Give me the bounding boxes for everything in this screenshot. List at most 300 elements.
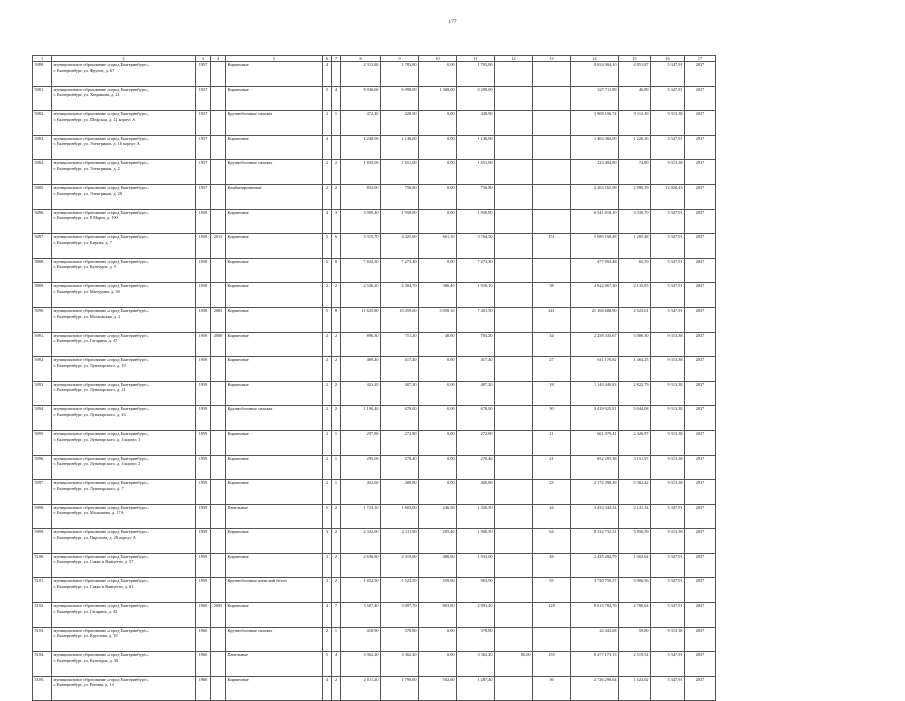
row-number-cell: 5083.	[33, 135, 52, 160]
wall-material-cell: Кирпичные	[226, 676, 323, 701]
row-number-cell: 5098.	[33, 504, 52, 529]
year-renovated-cell	[211, 553, 226, 578]
residential-area-cell: 270,40	[457, 455, 495, 480]
total-cost-cell: 2 172 398,49	[571, 480, 619, 505]
floors-cell: 3	[323, 578, 332, 603]
year-renovated-cell: 2005	[211, 603, 226, 628]
unit-cost-cell: 3 856,59	[619, 529, 651, 554]
owner-line: муниципальное образование «город Екатеринбург»,	[53, 135, 149, 141]
unit-cost-cell: 2 023,61	[619, 307, 651, 332]
living-area-cell: 6 998,00	[381, 86, 419, 111]
wall-material-cell: Панельные	[226, 652, 323, 677]
col-12-cell	[495, 676, 533, 701]
entrances-cell: 2	[332, 160, 341, 185]
owner-line: муниципальное образование «город Екатеринбург»,	[53, 652, 149, 658]
residents-cell: 44	[533, 504, 571, 529]
residents-cell: 36	[533, 676, 571, 701]
living-area-cell: 272,80	[381, 430, 419, 455]
max-rate-cell: 5 347,91	[651, 234, 685, 259]
max-rate-cell: 9 313,38	[651, 529, 685, 554]
total-area-cell: 2 313,80	[341, 62, 381, 87]
wall-material-cell: Кирпичные	[226, 258, 323, 283]
unit-cost-cell: 59,80	[619, 627, 651, 652]
unit-cost-cell: 1 226,36	[619, 135, 651, 160]
entrances-cell: 6	[332, 234, 341, 259]
nonliving-area-cell: 0,00	[419, 627, 457, 652]
floors-cell: 2	[323, 184, 332, 209]
row-number-cell: 5091.	[33, 332, 52, 357]
row-number-cell: 5085.	[33, 184, 52, 209]
nonliving-area-cell: 0,00	[419, 209, 457, 234]
nonliving-area-cell: 559,60	[419, 578, 457, 603]
year-renovated-cell	[211, 357, 226, 382]
unit-cost-cell: 9 112,39	[619, 111, 651, 136]
col-12-cell	[495, 332, 533, 357]
residents-cell	[533, 62, 571, 87]
header-cell: 14	[571, 56, 619, 62]
wall-material-cell: Кирпичные	[226, 455, 323, 480]
nonliving-area-cell: 0,00	[419, 62, 457, 87]
total-area-cell: 3 362,20	[341, 652, 381, 677]
owner-address-cell	[52, 258, 196, 283]
header-cell: 16	[651, 56, 685, 62]
entrances-cell: 1	[332, 627, 341, 652]
year-renovated-cell	[211, 676, 226, 701]
nonliving-area-cell: 0,00	[419, 381, 457, 406]
row-number-cell: 5094.	[33, 406, 52, 431]
year-renovated-cell	[211, 283, 226, 308]
total-area-cell: 297,80	[341, 430, 381, 455]
unit-cost-cell: 2 426,97	[619, 430, 651, 455]
address-line: г. Екатеринбург, ул. Электриков, д. 16 корпус А	[53, 141, 140, 147]
table-row	[33, 553, 716, 578]
table-row	[33, 307, 716, 332]
entrances-cell: 2	[332, 529, 341, 554]
entrances-cell: 2	[332, 357, 341, 382]
wall-material-cell: Кирпичные	[226, 430, 323, 455]
entrances-cell: 1	[332, 111, 341, 136]
max-rate-cell: 5 347,91	[651, 86, 685, 111]
nonliving-area-cell: 0,00	[419, 652, 457, 677]
col-12-cell	[495, 627, 533, 652]
row-number-cell: 5092.	[33, 357, 52, 382]
max-rate-cell: 5 347,91	[651, 553, 685, 578]
table-row	[33, 86, 716, 111]
table-row	[33, 480, 716, 505]
residential-area-cell: 409,80	[457, 480, 495, 505]
year-renovated-cell	[211, 430, 226, 455]
address-line: г. Екатеринбург, ул. Репина, д. 14	[53, 682, 114, 688]
col-12-cell	[495, 480, 533, 505]
col-12-cell	[495, 307, 533, 332]
owner-address-cell	[52, 553, 196, 578]
wall-material-cell: Крупноблочные силикат	[226, 406, 323, 431]
total-area-cell: 7 632,30	[341, 258, 381, 283]
living-area-cell: 1 783,80	[381, 62, 419, 87]
total-cost-cell: 6 541 818,10	[571, 209, 619, 234]
row-number-cell: 5081.	[33, 86, 52, 111]
max-rate-cell: 12 020,43	[651, 184, 685, 209]
address-line: г. Екатеринбург, ул. Мичурина, д. 30	[53, 288, 120, 294]
year-renovated-cell	[211, 578, 226, 603]
row-number-cell: 5087.	[33, 234, 52, 259]
header-cell: 2	[52, 56, 196, 62]
year-built-cell: 1959	[196, 332, 211, 357]
entrances-cell: 1	[332, 455, 341, 480]
unit-cost-cell: 5 302,42	[619, 480, 651, 505]
row-number-cell: 5086.	[33, 209, 52, 234]
owner-line: муниципальное образование «город Екатеринбург»,	[53, 406, 149, 412]
owner-line: муниципальное образование «город Екатеринбург»,	[53, 381, 149, 387]
row-number-cell: 5101.	[33, 578, 52, 603]
row-number-cell: 5097.	[33, 480, 52, 505]
row-number-cell: 5090.	[33, 307, 52, 332]
year-renovated-cell	[211, 627, 226, 652]
total-area-cell: 2 332,00	[341, 529, 381, 554]
unit-cost-cell: 2 519,54	[619, 652, 651, 677]
row-number-cell: 5084.	[33, 160, 52, 185]
header-cell: 6	[323, 56, 332, 62]
owner-address-cell	[52, 307, 196, 332]
wall-material-cell: Кирпичные	[226, 86, 323, 111]
address-line: г. Екатеринбург, ул. Пирогова, д. 28 корпус А	[53, 534, 136, 540]
table-row	[33, 381, 716, 406]
total-area-cell: 852,00	[341, 184, 381, 209]
header-cell: 1	[33, 56, 52, 62]
wall-material-cell: Кирпичные	[226, 357, 323, 382]
living-area-cell: 1 523,50	[381, 578, 419, 603]
residential-area-cell: 1 356,50	[457, 504, 495, 529]
owner-address-cell	[52, 381, 196, 406]
total-area-cell: 896,30	[341, 332, 381, 357]
owner-address-cell	[52, 135, 196, 160]
nonliving-area-cell: 0,00	[419, 184, 457, 209]
owner-line: муниципальное образование «город Екатеринбург»,	[53, 62, 149, 67]
total-cost-cell: 611 176,82	[571, 357, 619, 382]
owner-line: муниципальное образование «город Екатеринбург»,	[53, 578, 149, 584]
unit-cost-cell: 3 339,70	[619, 209, 651, 234]
residents-cell: 241	[533, 307, 571, 332]
header-cell: 4	[211, 56, 226, 62]
total-cost-cell: 3 433 344,34	[571, 504, 619, 529]
entrances-cell: 1	[332, 430, 341, 455]
wall-material-cell: Кирпичные	[226, 603, 323, 628]
table-row	[33, 135, 716, 160]
owner-line: муниципальное образование «город Екатеринбург»,	[53, 676, 149, 682]
living-area-cell: 1 790,00	[381, 676, 419, 701]
row-number-cell: 5099.	[33, 529, 52, 554]
year-renovated-cell	[211, 209, 226, 234]
year-built-cell: 1960	[196, 652, 211, 677]
residential-area-cell: 3 362,20	[457, 652, 495, 677]
wall-material-cell: Кирпичные	[226, 332, 323, 357]
wall-material-cell: Кирпичные	[226, 135, 323, 160]
floors-cell: 2	[323, 430, 332, 455]
plan-year-cell: 2037	[685, 578, 716, 603]
owner-line: муниципальное образование «город Екатеринбург»,	[53, 332, 149, 338]
residential-area-cell: 3 764,50	[457, 234, 495, 259]
year-built-cell: 1959	[196, 529, 211, 554]
address-line: г. Екатеринбург, ул. Малышева, д. 17А	[53, 510, 124, 516]
owner-line: муниципальное образование «город Екатеринбург»,	[53, 627, 149, 633]
year-renovated-cell	[211, 258, 226, 283]
max-rate-cell: 9 313,38	[651, 111, 685, 136]
living-area-cell: 751,20	[381, 332, 419, 357]
table-row	[33, 529, 716, 554]
year-built-cell: 1957	[196, 184, 211, 209]
row-number-cell: 5100.	[33, 553, 52, 578]
plan-year-cell: 2037	[685, 627, 716, 652]
year-built-cell: 1958	[196, 283, 211, 308]
max-rate-cell: 9 313,38	[651, 332, 685, 357]
year-built-cell: 1957	[196, 160, 211, 185]
living-area-cell: 4 425,60	[381, 234, 419, 259]
wall-material-cell: Кирпичные	[226, 381, 323, 406]
living-area-cell: 3 362,20	[381, 652, 419, 677]
address-line: г. Екатеринбург, ул. Культуры, д. 30	[53, 657, 119, 663]
unit-cost-cell: 5 044,08	[619, 406, 651, 431]
residents-cell: 55	[533, 578, 571, 603]
owner-line: муниципальное образование «город Екатеринбург»,	[53, 357, 149, 363]
table-row	[33, 111, 716, 136]
wall-material-cell: Крупноблочные силикат	[226, 627, 323, 652]
unit-cost-cell: 3 906,56	[619, 578, 651, 603]
plan-year-cell: 2037	[685, 62, 716, 87]
table-row	[33, 332, 716, 357]
wall-material-cell: Кирпичные	[226, 62, 323, 87]
plan-year-cell: 2037	[685, 553, 716, 578]
nonliving-area-cell: 386,40	[419, 283, 457, 308]
owner-address-cell	[52, 283, 196, 308]
residents-cell: 50	[533, 406, 571, 431]
unit-cost-cell: 4 851,87	[619, 62, 651, 87]
address-line: г. Екатеринбург, ул. Фрунзе, д. 67	[53, 67, 115, 73]
year-renovated-cell	[211, 406, 226, 431]
year-built-cell: 1960	[196, 603, 211, 628]
residents-cell	[533, 209, 571, 234]
register-table	[32, 55, 716, 701]
total-area-cell: 8 936,60	[341, 86, 381, 111]
col-12-cell	[495, 234, 533, 259]
total-area-cell: 421,20	[341, 381, 381, 406]
row-number-cell: 5089.	[33, 62, 52, 87]
nonliving-area-cell: 803,80	[419, 603, 457, 628]
plan-year-cell: 2037	[685, 455, 716, 480]
living-area-cell: 417,40	[381, 357, 419, 382]
header-cell: 17	[685, 56, 716, 62]
owner-address-cell	[52, 603, 196, 628]
max-rate-cell: 5 347,91	[651, 578, 685, 603]
total-cost-cell: 327 711,99	[571, 86, 619, 111]
living-area-cell: 678,00	[381, 406, 419, 431]
table-row	[33, 430, 716, 455]
total-area-cell: 2 011,20	[341, 676, 381, 701]
unit-cost-cell: 2 135,85	[619, 283, 651, 308]
living-area-cell: 10 459,60	[381, 307, 419, 332]
year-renovated-cell: 2013	[211, 234, 226, 259]
entrances-cell: 2	[332, 332, 341, 357]
residential-area-cell: 678,00	[457, 406, 495, 431]
residential-area-cell: 963,90	[457, 578, 495, 603]
total-area-cell: 1 248,00	[341, 135, 381, 160]
entrances-cell: 2	[332, 504, 341, 529]
address-line: г. Екатеринбург, ул. Электриков, д. 20	[53, 190, 122, 196]
entrances-cell: 8	[332, 258, 341, 283]
plan-year-cell: 2037	[685, 160, 716, 185]
year-renovated-cell	[211, 652, 226, 677]
table-row	[33, 184, 716, 209]
nonliving-area-cell: 0,00	[419, 258, 457, 283]
total-area-cell: 1 723,10	[341, 504, 381, 529]
entrances-cell: 2	[332, 406, 341, 431]
floors-cell: 2	[323, 406, 332, 431]
residential-area-cell: 378,80	[457, 627, 495, 652]
plan-year-cell: 2037	[685, 234, 716, 259]
address-line: г. Екатеринбург, ул. Луначарского, д. 3 корпус 2	[53, 461, 141, 467]
owner-line: муниципальное образование «город Екатеринбург»,	[53, 209, 149, 215]
row-number-cell: 5095.	[33, 430, 52, 455]
total-cost-cell: 2 726 298,64	[571, 676, 619, 701]
year-built-cell: 1957	[196, 86, 211, 111]
living-area-cell: 1 146,00	[381, 135, 419, 160]
address-line: г. Екатеринбург, ул. Сакко и Ванцетти, д. 57	[53, 559, 134, 565]
total-cost-cell: 22 443,68	[571, 627, 619, 652]
max-rate-cell: 9 313,38	[651, 160, 685, 185]
residential-area-cell: 703,20	[457, 332, 495, 357]
owner-address-cell	[52, 529, 196, 554]
residential-area-cell: 7 273,30	[457, 258, 495, 283]
max-rate-cell: 5 347,91	[651, 307, 685, 332]
floors-cell: 2	[323, 283, 332, 308]
nonliving-area-cell: 661,10	[419, 234, 457, 259]
max-rate-cell: 5 347,91	[651, 504, 685, 529]
entrances-cell: 7	[332, 603, 341, 628]
col-12-cell	[495, 406, 533, 431]
residential-area-cell: 1 146,00	[457, 135, 495, 160]
year-renovated-cell	[211, 86, 226, 111]
header-cell: 5	[226, 56, 323, 62]
living-area-cell: 3 097,70	[381, 603, 419, 628]
wall-material-cell: Кирпичные	[226, 480, 323, 505]
year-renovated-cell: 2008	[211, 332, 226, 357]
col-12-cell	[495, 381, 533, 406]
living-area-cell: 428,90	[381, 111, 419, 136]
floors-cell: 2	[323, 357, 332, 382]
floors-cell: 3	[323, 529, 332, 554]
floors-cell: 4	[323, 62, 332, 87]
living-area-cell: 756,80	[381, 184, 419, 209]
owner-address-cell	[52, 86, 196, 111]
max-rate-cell: 9 313,38	[651, 406, 685, 431]
owner-address-cell	[52, 504, 196, 529]
row-number-cell: 5089.	[33, 283, 52, 308]
residents-cell	[533, 86, 571, 111]
address-line: г. Екатеринбург, ул. Хохрякова, д. 21	[53, 92, 120, 98]
year-built-cell: 1959	[196, 553, 211, 578]
header-cell: 11	[457, 56, 495, 62]
col-12-cell	[495, 357, 533, 382]
residential-area-cell: 1 287,40	[457, 676, 495, 701]
owner-address-cell	[52, 627, 196, 652]
floors-cell: 4	[323, 603, 332, 628]
owner-address-cell	[52, 357, 196, 382]
year-built-cell: 1959	[196, 406, 211, 431]
owner-address-cell	[52, 332, 196, 357]
nonliving-area-cell: 0,00	[419, 135, 457, 160]
total-cost-cell: 123 494,80	[571, 160, 619, 185]
entrances-cell: 4	[332, 652, 341, 677]
plan-year-cell: 2037	[685, 381, 716, 406]
year-built-cell: 1959	[196, 430, 211, 455]
total-area-cell: 295,00	[341, 455, 381, 480]
total-cost-cell: 8 654 904,10	[571, 62, 619, 87]
table-row	[33, 258, 716, 283]
nonliving-area-cell: 1 308,00	[419, 86, 457, 111]
plan-year-cell: 2037	[685, 209, 716, 234]
plan-year-cell: 2037	[685, 135, 716, 160]
residential-area-cell: 1 783,80	[457, 62, 495, 87]
header-cell: 8	[341, 56, 381, 62]
total-cost-cell: 5 089 168,48	[571, 234, 619, 259]
residents-cell	[533, 160, 571, 185]
floors-cell: 2	[323, 381, 332, 406]
row-number-cell: 5093.	[33, 381, 52, 406]
unit-cost-cell: 74,80	[619, 160, 651, 185]
plan-year-cell: 2037	[685, 111, 716, 136]
residents-cell	[533, 111, 571, 136]
owner-address-cell	[52, 111, 196, 136]
header-cell: 9	[381, 56, 419, 62]
max-rate-cell: 9 313,38	[651, 627, 685, 652]
total-cost-cell: 3 908 106,74	[571, 111, 619, 136]
total-cost-cell: 21 166 608,90	[571, 307, 619, 332]
living-area-cell: 7 273,30	[381, 258, 419, 283]
total-cost-cell: 3 720 759,37	[571, 578, 619, 603]
total-cost-cell: 2 263 165,98	[571, 184, 619, 209]
unit-cost-cell: 1 464,25	[619, 357, 651, 382]
total-area-cell: 469,40	[341, 357, 381, 382]
address-line: г. Екатеринбург, ул. Московская, д. 2	[53, 313, 121, 319]
col-12-cell	[495, 86, 533, 111]
floors-cell: 2	[323, 332, 332, 357]
total-cost-cell: 2 258 335,67	[571, 332, 619, 357]
address-line: г. Екатеринбург, ул. Луначарского, д. 19	[53, 362, 126, 368]
table-row	[33, 504, 716, 529]
unit-cost-cell: 2 141,34	[619, 504, 651, 529]
owner-address-cell	[52, 209, 196, 234]
total-area-cell: 452,60	[341, 480, 381, 505]
unit-cost-cell: 46,89	[619, 86, 651, 111]
entrances-cell: 2	[332, 381, 341, 406]
plan-year-cell: 2037	[685, 86, 716, 111]
col-12-cell	[495, 209, 533, 234]
total-cost-cell: 3 419 925,81	[571, 406, 619, 431]
max-rate-cell: 9 313,38	[651, 455, 685, 480]
year-built-cell: 1960	[196, 627, 211, 652]
year-renovated-cell	[211, 381, 226, 406]
entrances-cell: 3	[332, 209, 341, 234]
wall-material-cell: Крупноблочные ячеистый бетон	[226, 578, 323, 603]
owner-line: муниципальное образование «город Екатеринбург»,	[53, 455, 149, 461]
address-line: г. Екатеринбург, ул. Шефская, д. 12 корпус А	[53, 116, 136, 122]
wall-material-cell: Кирпичные	[226, 307, 323, 332]
owner-line: муниципальное образование «город Екатеринбург»,	[53, 86, 149, 92]
table-row	[33, 676, 716, 701]
total-cost-cell: 477 094,48	[571, 258, 619, 283]
plan-year-cell: 2037	[685, 357, 716, 382]
owner-line: муниципальное образование «город Екатеринбург»,	[53, 430, 149, 436]
plan-year-cell: 2037	[685, 652, 716, 677]
